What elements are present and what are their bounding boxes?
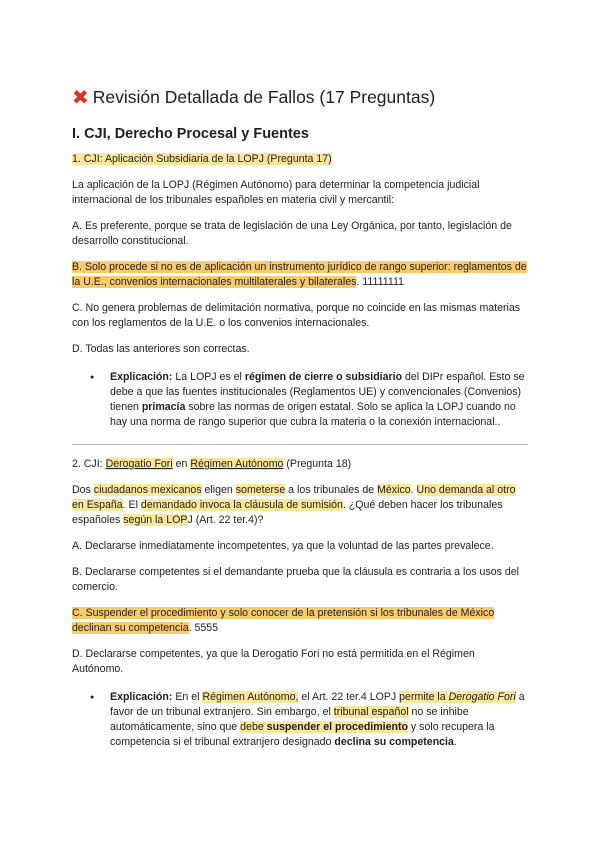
question-1-option-d: D. Todas las anteriores son correctas. <box>72 343 250 355</box>
question-2-stem: Dos ciudadanos mexicanos eligen someterse a los tribunales de México. Uno demanda al otro en España. El demandado invoca la cláusula de sumisión. ¿Qué deben hacer los tribunales españoles según la LOPJ (Art. 22 ter.4)? <box>72 484 516 526</box>
question-1-heading: 1. CJI: Aplicación Subsidiaria de la LOPJ (Pregunta 17) <box>72 153 332 165</box>
question-2-explanation: ● Explicación: En el Régimen Autónomo, el Art. 22 ter.4 LOPJ permite la Derogatio Fori a favor de un tribunal extranjero. Sin embargo, el tribunal español no se inhibe automáticamente, sino que debe suspender el procedimiento y solo recupera la competencia si el tribunal extranjero designado declina su competencia. <box>110 690 528 750</box>
question-2-option-c: C. Suspender el procedimiento y solo conocer de la pretensión si los tribunales de México declinan su competencia. 5555 <box>72 607 495 634</box>
question-2-explanation-list <box>72 690 528 750</box>
divider <box>72 444 528 445</box>
section-heading: I. CJI, Derecho Procesal y Fuentes <box>72 126 309 142</box>
question-2-option-d: D. Declararse competentes, ya que la Derogatio Fori no está permitida en el Régimen Autónomo. <box>72 648 475 675</box>
question-2-option-a: A. Declararse inmediatamente incompetentes, ya que la voluntad de las partes prevalece. <box>72 540 494 552</box>
cross-mark-icon: ✖ <box>72 87 89 109</box>
question-1-option-a: A. Es preferente, porque se trata de legislación de una Ley Orgánica, por tanto, legislación de desarrollo constitucional. <box>72 220 512 247</box>
document-page <box>72 86 528 762</box>
question-1-option-b: B. Solo procede si no es de aplicación un instrumento jurídico de rango superior: reglamentos de la U.E., convenios internacionales multilaterales y bilaterales. 11111111 <box>72 261 527 288</box>
question-1-explanation-list <box>72 370 528 430</box>
question-1-stem: La aplicación de la LOPJ (Régimen Autónomo) para determinar la competencia judicial internacional de los tribunales españoles en materia civil y mercantil: <box>72 179 480 206</box>
question-2-option-b: B. Declararse competentes si el demandante prueba que la cláusula es contraria a los usos del comercio. <box>72 566 519 593</box>
page-title: ✖ Revisión Detallada de Fallos (17 Preguntas) <box>72 87 436 109</box>
question-1-explanation: ● Explicación: La LOPJ es el régimen de cierre o subsidiario del DIPr español. Esto se debe a que las fuentes institucionales (Reglamentos UE) y convencionales (Convenios) tienen primacía sobre las normas de origen estatal. Solo se aplica la LOPJ cuando no hay una norma de rango superior que cubra la materia o la conexión internacional.. <box>110 370 528 430</box>
question-1-option-c: C. No genera problemas de delimitación normativa, porque no coincide en las mismas materias con los reglamentos de la U.E. o los convenios internacionales. <box>72 302 521 329</box>
question-2-heading: 2. CJI: Derogatio Fori en Régimen Autónomo (Pregunta 18) <box>72 458 352 470</box>
